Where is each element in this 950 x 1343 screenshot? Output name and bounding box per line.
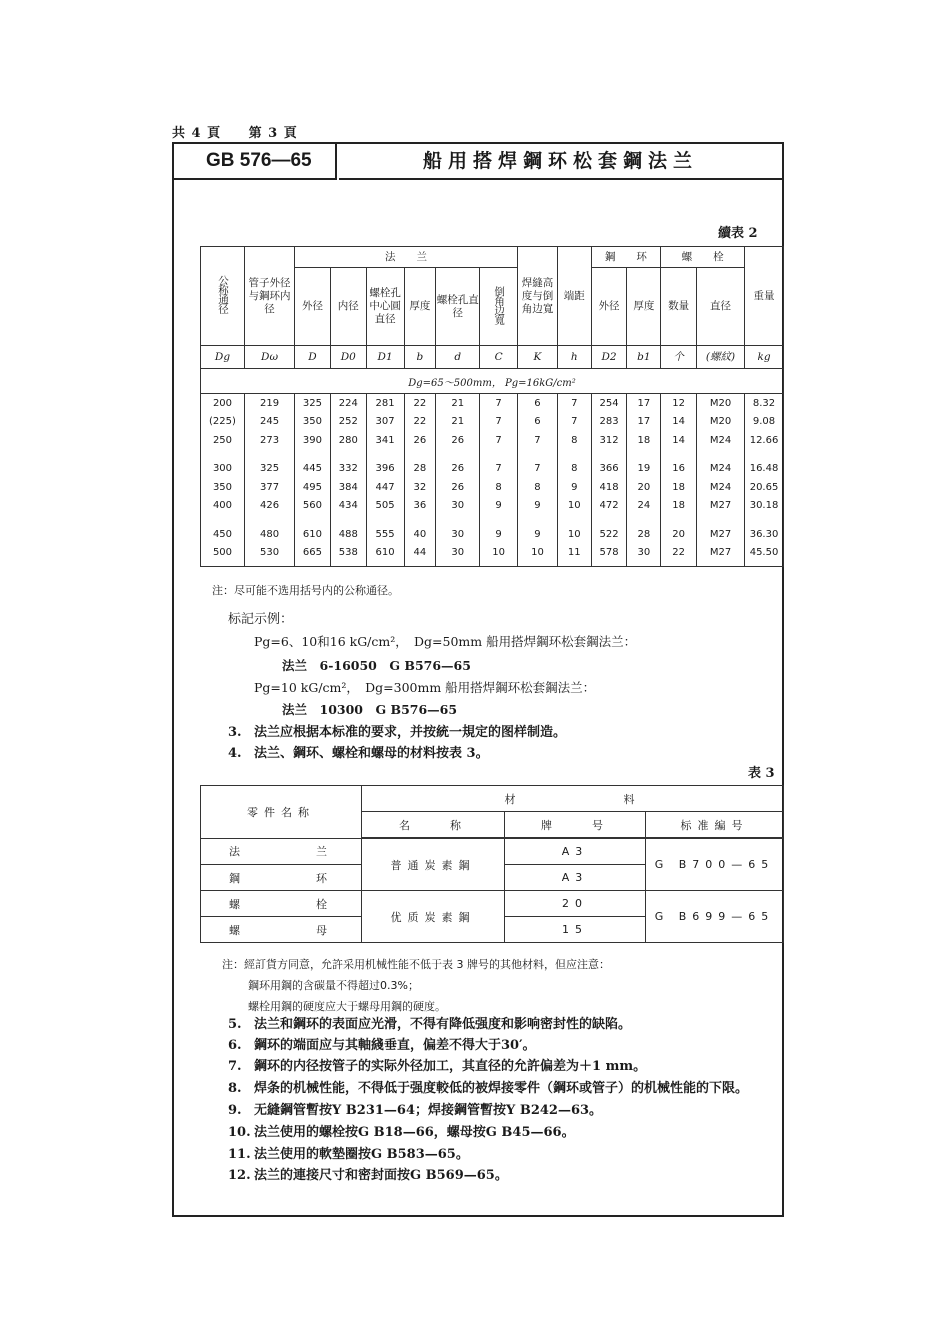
col-symbol: D2 <box>591 346 627 369</box>
table-cell: 307 <box>366 413 404 432</box>
table-cell: 6 <box>518 394 558 413</box>
clause-number: 6. <box>228 1038 242 1053</box>
clause-4 <box>228 742 489 761</box>
table-cell: 9 <box>518 515 558 544</box>
clause-number: 8. <box>228 1081 242 1096</box>
table-cell: 22 <box>404 394 436 413</box>
table-cell: 11 <box>557 544 591 567</box>
table-cell: 200 <box>201 394 245 413</box>
table-cell: M24 <box>697 431 745 450</box>
table-row <box>201 544 784 567</box>
table-cell: M27 <box>697 515 745 544</box>
table-cell: 665 <box>295 544 331 567</box>
table-cell: M27 <box>697 497 745 516</box>
col-header: 端距 <box>557 247 591 346</box>
table-cell: 500 <box>201 544 245 567</box>
col-header: 公称通径 <box>216 275 229 313</box>
clause-number: 4. <box>228 746 242 761</box>
table-cell: 396 <box>366 450 404 479</box>
table-cell: 9 <box>480 515 518 544</box>
standard-cell: G B699—65 <box>646 891 784 943</box>
table-cell: 19 <box>627 450 661 479</box>
col-symbol: b <box>404 346 436 369</box>
table-cell: 22 <box>661 544 697 567</box>
table-cell: 350 <box>201 478 245 497</box>
table3-label: 表 3 <box>748 766 775 781</box>
table-cell: 17 <box>627 413 661 432</box>
part-char: 法 <box>229 845 246 859</box>
table-cell: 8 <box>557 431 591 450</box>
clause-number: 7. <box>228 1059 242 1074</box>
table-cell: 9.08 <box>745 413 784 432</box>
table-cell: 18 <box>627 431 661 450</box>
table-row <box>201 394 784 413</box>
grade-cell: A3 <box>505 865 646 891</box>
col-symbol: Dω <box>244 346 294 369</box>
part-char: 螺 <box>229 897 246 911</box>
col-symbol: K <box>518 346 558 369</box>
table-cell: 418 <box>591 478 627 497</box>
col-symbol: b1 <box>627 346 661 369</box>
table-cell: 434 <box>330 497 366 516</box>
clause-number: 12. <box>228 1168 251 1183</box>
table-cell: 45.50 <box>745 544 784 567</box>
table-row <box>201 450 784 479</box>
table-cell: 18 <box>661 478 697 497</box>
table-cell: 480 <box>244 515 294 544</box>
clause-text: 法兰的連接尺寸和密封面按G B569—65。 <box>254 1168 508 1183</box>
table-cell: M20 <box>697 394 745 413</box>
table-cell: 20 <box>661 515 697 544</box>
clause-12 <box>228 1164 508 1183</box>
table-cell: M24 <box>697 478 745 497</box>
clause-number: 10. <box>228 1125 251 1140</box>
table-cell: 426 <box>244 497 294 516</box>
part-char: 栓 <box>316 897 333 911</box>
clause-6 <box>228 1034 536 1053</box>
table-cell: 283 <box>591 413 627 432</box>
table-cell: 40 <box>404 515 436 544</box>
table-cell: 610 <box>366 544 404 567</box>
part-nut <box>201 917 362 943</box>
part-bolt <box>201 891 362 917</box>
table-cell: 522 <box>591 515 627 544</box>
clause-text: 法兰使用的螺栓按G B18—66，螺母按G B45—66。 <box>254 1125 575 1140</box>
table-row <box>201 478 784 497</box>
note-line: 注：經訂貨方同意，允許采用机械性能不低于表 3 牌号的其他材料，但应注意： <box>222 958 610 971</box>
header-material: 材 料 <box>362 786 784 812</box>
clause-text: 鋼环的内径按管子的实际外径加工，其直径的允許偏差为＋1 mm。 <box>254 1059 647 1074</box>
table-cell: 16 <box>661 450 697 479</box>
table-cell: 26 <box>404 431 436 450</box>
col-header: 厚度 <box>627 268 661 346</box>
table-cell: 9 <box>557 478 591 497</box>
table-cell: 30 <box>436 515 480 544</box>
col-header: 直径 <box>697 268 745 346</box>
table-cell: 488 <box>330 515 366 544</box>
clause-number: 3. <box>228 725 242 740</box>
col-symbol: Dg <box>201 346 245 369</box>
table-cell: 300 <box>201 450 245 479</box>
clause-text: 法兰应根据本标准的要求，并按統一規定的图样制造。 <box>254 725 567 740</box>
total-pages: 共 4 頁 <box>172 126 222 141</box>
table-cell: 254 <box>591 394 627 413</box>
table-cell: 10 <box>518 544 558 567</box>
clause-7 <box>228 1055 646 1074</box>
table-cell: 20 <box>627 478 661 497</box>
table-cell: 7 <box>480 431 518 450</box>
table-cell: 26 <box>436 478 480 497</box>
table-cell: 28 <box>404 450 436 479</box>
table-cell: 16.48 <box>745 450 784 479</box>
table-cell: 44 <box>404 544 436 567</box>
table-cell: 30 <box>436 544 480 567</box>
col-symbol: d <box>436 346 480 369</box>
clause-3 <box>228 721 566 740</box>
table-cell: 400 <box>201 497 245 516</box>
table-cell: 252 <box>330 413 366 432</box>
table-cell: 7 <box>518 450 558 479</box>
material-quality-steel: 优质炭素鋼 <box>362 891 505 943</box>
col-header: 螺栓孔直径 <box>436 268 480 346</box>
table-cell: 14 <box>661 413 697 432</box>
table-cell: 8 <box>557 450 591 479</box>
col-header: 管子外径与鋼环内径 <box>244 247 294 346</box>
table-cell: 447 <box>366 478 404 497</box>
col-symbol: 个 <box>661 346 697 369</box>
header-grade: 牌 号 <box>505 812 646 839</box>
col-symbol: (螺紋) <box>697 346 745 369</box>
part-char: 环 <box>316 871 333 885</box>
table-cell: 30 <box>627 544 661 567</box>
col-symbol: h <box>557 346 591 369</box>
table-row <box>201 515 784 544</box>
col-header: 螺栓孔中心圓直径 <box>366 268 404 346</box>
table-cell: 325 <box>295 394 331 413</box>
clause-text: 法兰使用的軟墊圈按G B583—65。 <box>254 1147 469 1162</box>
clause-text: 焊条的机械性能，不得低于强度較低的被焊接零件（鋼环或管子）的机械性能的下限。 <box>254 1081 749 1096</box>
part-char: 兰 <box>316 845 333 859</box>
table-cell: 9 <box>518 497 558 516</box>
table-cell: 32 <box>404 478 436 497</box>
table-cell: 7 <box>480 394 518 413</box>
table-cell: 21 <box>436 413 480 432</box>
col-header: 厚度 <box>404 268 436 346</box>
table-cell: 384 <box>330 478 366 497</box>
table3-note <box>222 954 610 1017</box>
clause-text: 法兰和鋼环的表面应光滑，不得有降低强度和影响密封性的缺陷。 <box>254 1017 632 1032</box>
note-line: 鋼环用鋼的含碳量不得超过0.3%； <box>248 979 419 992</box>
col-symbol: D0 <box>330 346 366 369</box>
example-code: 法兰 6-16050 G B576—65 <box>282 658 471 673</box>
table-cell: 530 <box>244 544 294 567</box>
table-cell: 8.32 <box>745 394 784 413</box>
part-char: 母 <box>316 923 333 937</box>
table-row <box>201 497 784 516</box>
table-cell: 578 <box>591 544 627 567</box>
table-cell: 312 <box>591 431 627 450</box>
col-header: 数量 <box>661 268 697 346</box>
table-cell: 445 <box>295 450 331 479</box>
table-cell: 10 <box>557 515 591 544</box>
table-cell: 472 <box>591 497 627 516</box>
col-header: 内径 <box>330 268 366 346</box>
table-cell: 10 <box>480 544 518 567</box>
table-cell: 9 <box>480 497 518 516</box>
table-cell: 280 <box>330 431 366 450</box>
document-title: 船用搭焊鋼环松套鋼法兰 <box>339 144 782 180</box>
table-cell: 21 <box>436 394 480 413</box>
table-cell: 26 <box>436 431 480 450</box>
group-header-bolt: 螺 栓 <box>661 247 745 268</box>
table-cell: 273 <box>244 431 294 450</box>
symbol-row <box>201 346 784 369</box>
table-cell: 8 <box>518 478 558 497</box>
current-page: 第 3 頁 <box>248 126 298 141</box>
table-cell: 26 <box>436 450 480 479</box>
table-cell: 10 <box>557 497 591 516</box>
table-cell: 7 <box>518 431 558 450</box>
part-char: 螺 <box>229 923 246 937</box>
material-carbon-steel: 普通炭素鋼 <box>362 838 505 891</box>
table-cell: 538 <box>330 544 366 567</box>
pressure-condition: Dg=65～500mm， Pg=16kG/cm² <box>201 369 784 394</box>
col-header: 重量 <box>745 247 784 346</box>
grade-cell: 20 <box>505 891 646 917</box>
table-cell: 224 <box>330 394 366 413</box>
grade-cell: 15 <box>505 917 646 943</box>
table-cell: 18 <box>661 497 697 516</box>
table-cell: 7 <box>480 450 518 479</box>
table-cell: 377 <box>244 478 294 497</box>
material-table <box>200 785 784 943</box>
header-standard: 标准編号 <box>646 812 784 839</box>
table2-label: 續表 2 <box>718 226 758 241</box>
col-symbol: kg <box>745 346 784 369</box>
table-cell: M24 <box>697 450 745 479</box>
table-cell: 20.65 <box>745 478 784 497</box>
clause-number: 9. <box>228 1103 242 1118</box>
table-cell: 555 <box>366 515 404 544</box>
col-symbol: C <box>480 346 518 369</box>
table-cell: 7 <box>557 394 591 413</box>
table-row <box>201 431 784 450</box>
note-line: 螺栓用鋼的硬度应大于螺母用鋼的硬度。 <box>248 1000 446 1013</box>
table-cell: 495 <box>295 478 331 497</box>
table-cell: 610 <box>295 515 331 544</box>
table-cell: 390 <box>295 431 331 450</box>
table-cell: 7 <box>480 413 518 432</box>
table-cell: 350 <box>295 413 331 432</box>
clause-number: 11. <box>228 1147 251 1162</box>
table-cell: 28 <box>627 515 661 544</box>
page-info <box>172 122 320 141</box>
col-symbol: D <box>295 346 331 369</box>
col-header: 外径 <box>591 268 627 346</box>
example-code: 法兰 10300 G B576—65 <box>282 702 458 717</box>
table-cell: 332 <box>330 450 366 479</box>
col-header: 倒角边寬 <box>493 285 506 324</box>
table-body <box>201 394 784 567</box>
table-cell: 505 <box>366 497 404 516</box>
table-cell: M20 <box>697 413 745 432</box>
table-cell: 36.30 <box>745 515 784 544</box>
col-header: 外径 <box>295 268 331 346</box>
clause-number: 5. <box>228 1017 242 1032</box>
group-header-ring: 鋼 环 <box>591 247 661 268</box>
col-header: 焊縫高度与倒角边寬 <box>518 247 558 346</box>
table-cell: 22 <box>404 413 436 432</box>
table-cell: 30 <box>436 497 480 516</box>
table-cell: 560 <box>295 497 331 516</box>
col-symbol: D1 <box>366 346 404 369</box>
part-ring <box>201 865 362 891</box>
clause-text: 鋼环的端面应与其軸綫垂直，偏差不得大于30′。 <box>254 1038 536 1053</box>
table-cell: 366 <box>591 450 627 479</box>
table-cell: 219 <box>244 394 294 413</box>
flange-dimension-table <box>200 246 784 567</box>
part-char: 鋼 <box>229 871 246 885</box>
table-cell: 36 <box>404 497 436 516</box>
table-cell: 281 <box>366 394 404 413</box>
table2-note: 注：尽可能不选用括号内的公称通径。 <box>212 584 399 597</box>
standard-cell: G B700—65 <box>646 838 784 891</box>
table-cell: 6 <box>518 413 558 432</box>
table-cell: 250 <box>201 431 245 450</box>
example-line: Pg=6、10和16 kG/cm²， Dg=50mm 船用搭焊鋼环松套鋼法兰： <box>254 634 637 649</box>
grade-cell: A3 <box>505 838 646 865</box>
header-part-name: 零件名称 <box>201 786 362 839</box>
example-line: Pg=10 kG/cm²， Dg=300mm 船用搭焊鋼环松套鋼法兰： <box>254 680 596 695</box>
clause-text: 无縫鋼管暫按Y B231—64；焊接鋼管暫按Y B242—63。 <box>254 1103 603 1118</box>
table-row <box>201 413 784 432</box>
clause-5 <box>228 1013 631 1032</box>
table-cell: 12.66 <box>745 431 784 450</box>
table-cell: 245 <box>244 413 294 432</box>
clause-8 <box>228 1077 748 1096</box>
clause-9 <box>228 1099 602 1118</box>
table-cell: 450 <box>201 515 245 544</box>
table-cell: 14 <box>661 431 697 450</box>
table-cell: 8 <box>480 478 518 497</box>
table-cell: 341 <box>366 431 404 450</box>
table-cell: (225) <box>201 413 245 432</box>
part-flange <box>201 838 362 865</box>
table-cell: 325 <box>244 450 294 479</box>
table-cell: 24 <box>627 497 661 516</box>
standard-number: GB 576—65 <box>174 144 337 180</box>
example-title: 标記示例： <box>228 612 294 627</box>
table-cell: 17 <box>627 394 661 413</box>
header-material-name: 名 称 <box>362 812 505 839</box>
clause-text: 法兰、鋼环、螺栓和螺母的材料按表 3。 <box>254 746 489 761</box>
clause-11 <box>228 1143 469 1162</box>
table-cell: 12 <box>661 394 697 413</box>
group-header-flange: 法 兰 <box>295 247 518 268</box>
table-cell: 7 <box>557 413 591 432</box>
clause-10 <box>228 1121 575 1140</box>
table-cell: 30.18 <box>745 497 784 516</box>
table-cell: M27 <box>697 544 745 567</box>
